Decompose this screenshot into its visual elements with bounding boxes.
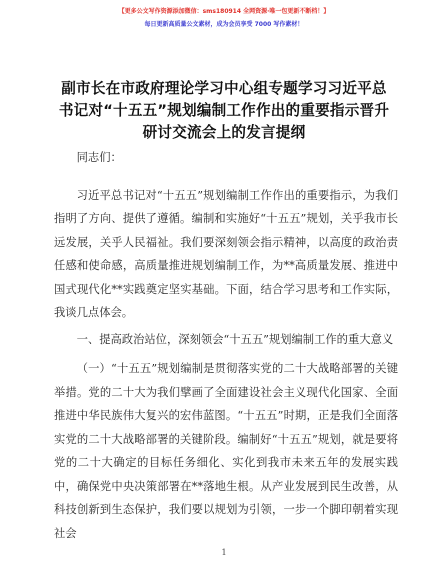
salutation: 同志们： bbox=[76, 151, 122, 164]
intro-paragraph: 习近平总书记对“十五五”规划编制工作作出的重要指示，为我们指明了方向、提供了遵循。编制和实施好“十五五”规划，关乎我市长远发展，关乎人民福祉。我们要深刻领会指示精神，以高度的政治责任感和使命感，高质量推进规划编制工作，为**高质量发展、推进中国式现代化**实践奠定坚实基础。下面，结合学习思考和工作实际，我谈几点体会。 bbox=[54, 188, 398, 319]
promo-banner-line-1: 【更多公文写作资源添加微信：sms180914 全网资源·唯一包更新不断档！】 bbox=[118, 8, 330, 15]
section-heading-1: 一、提高政治站位，深刻领会“十五五”规划编制工作的重大意义 bbox=[76, 332, 394, 346]
document-body bbox=[54, 146, 398, 545]
promo-banner-line-2: 每日更新高质量公文素材，成为会员享受 7000 写作素材！ bbox=[144, 21, 304, 28]
document-title: 副市长在市政府理论学习中心组专题学习习近平总书记对“十五五”规划编制工作作出的重要指示晋升研讨交流会上的发言提纲 bbox=[58, 80, 390, 141]
page-number: 1 bbox=[221, 548, 227, 557]
subsection-paragraph-1: （一）“十五五”规划编制是贯彻落实党的二十大战略部署的关键举措。党的二十大为我们擘画了全面建设社会主义现代化国家、全面推进中华民族伟大复兴的宏伟蓝图。“十五五”时期，正是我们全面落实党的二十大战略部署的关键阶段。编制好“十五五”规划，就是要将党的二十大确定的目标任务细化、实化到我市未来五年的发展实践中，确保党中央决策部署在**落地生根。从产业发展到民生改善，从科技创新到生态保护，我们要以规划为引领，一步一个脚印朝着实现社会 bbox=[54, 362, 398, 540]
